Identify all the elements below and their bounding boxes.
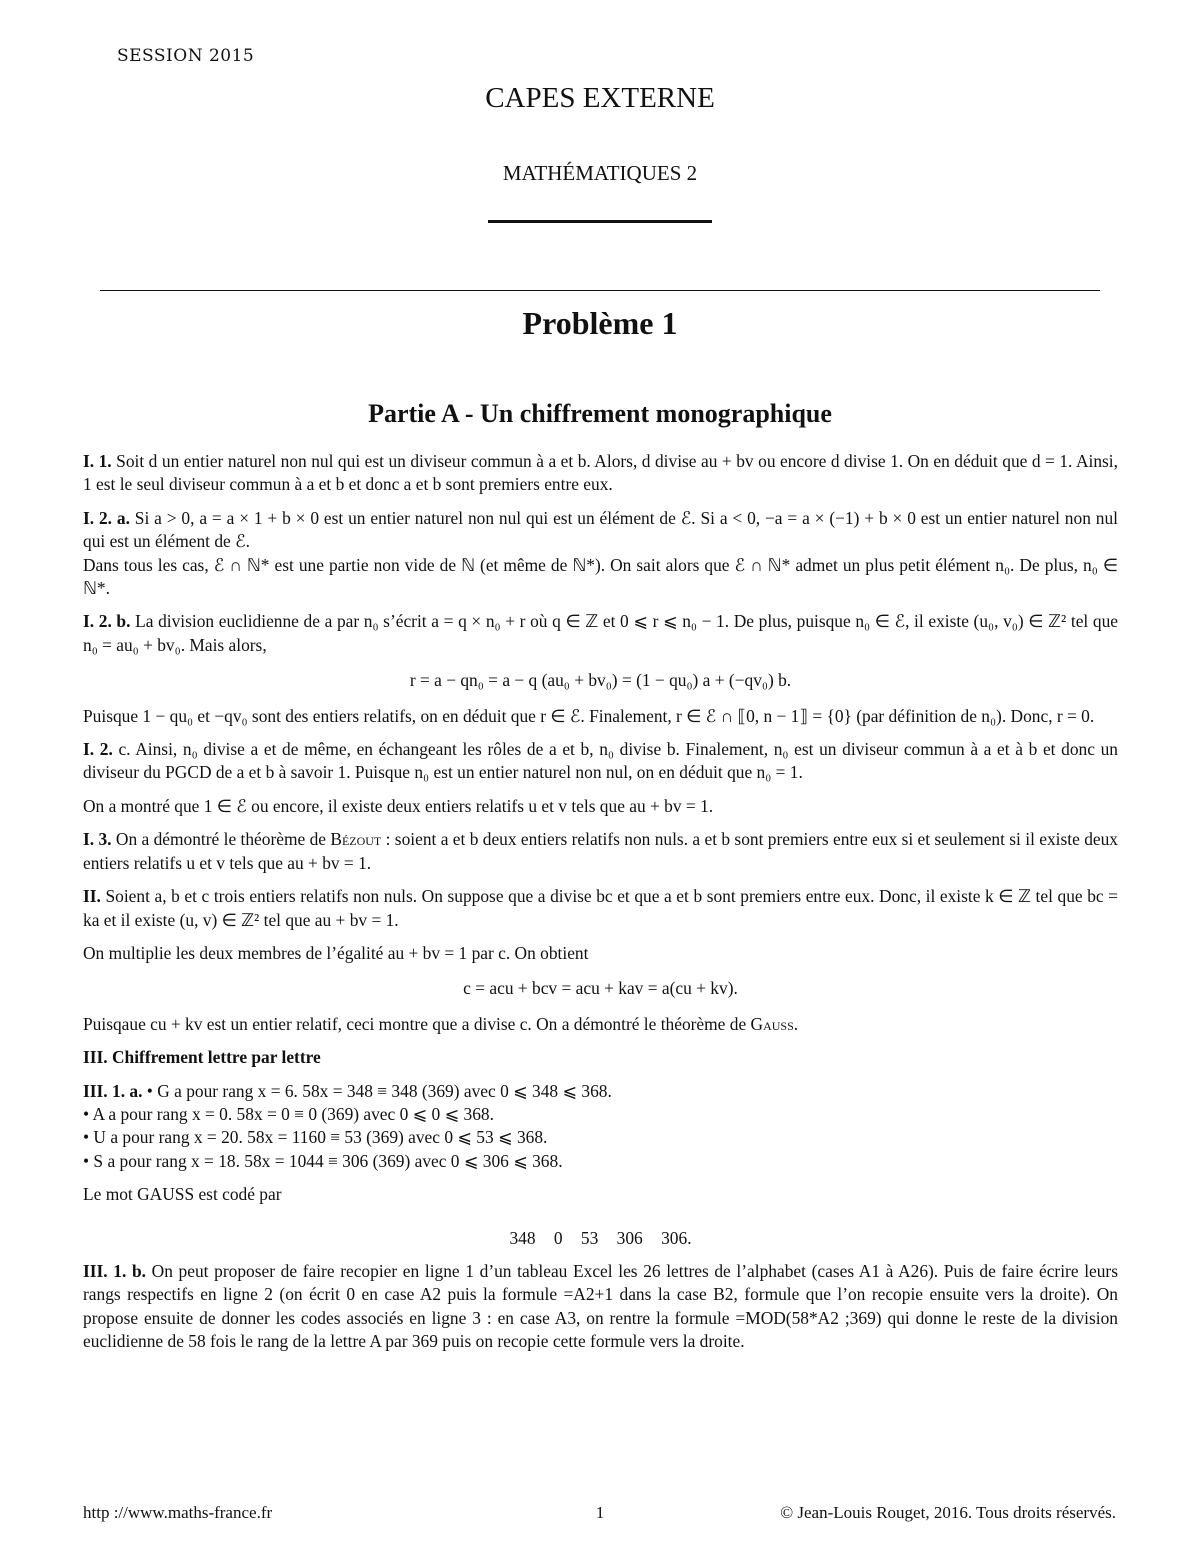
paragraph-I2a: [83, 507, 1118, 554]
item-label: I. 2. b.: [83, 611, 131, 632]
paragraph-bezout-summary: [83, 795, 1118, 818]
paragraph-text: : soient a et b deux entiers relatifs non nuls. a et b sont premiers entre eux si et seulement si il existe deux entiers relatifs u et v tels que au + bv = 1.: [83, 829, 1118, 873]
item-label: III. 1. b.: [83, 1260, 147, 1281]
equation-remainder: r = a − qn₀ = a − q (au₀ + bv₀) = (1 − qu₀) a + (−qv₀) b.: [409, 670, 792, 691]
paragraph-text: On multiplie les deux membres de l’égalité au + bv = 1 par c. On obtient: [83, 942, 589, 963]
paragraph-I2b: [83, 610, 1118, 657]
equation-gauss: c = acu + bcv = acu + kav = a(cu + kv).: [463, 978, 738, 999]
bullet-line: • S a pour rang x = 18. 58x = 1044 ≡ 306 (369) avec 0 ⩽ 306 ⩽ 368.: [83, 1150, 563, 1171]
footer-page-number: 1: [595, 1503, 605, 1522]
paragraph-text: Soient a, b et c trois entiers relatifs non nuls. On suppose que a divise bc et que a et b sont premiers entre eux. Donc, il existe k ∈ ℤ tel que bc = ka et il existe (u, v) ∈ ℤ² tel que au + bv = 1.: [83, 886, 1118, 930]
theorem-name-gauss: Gauss: [750, 1013, 794, 1034]
part-title: Partie A - Un chiffrement monographique: [368, 399, 832, 428]
paragraph-text: Si a > 0, a = a × 1 + b × 0 est un entier naturel non nul qui est un élément de ℰ. Si a < 0, −a = a × (−1) + b × 0 est un entier naturel non nul qui est un élément de ℰ.: [83, 507, 1118, 552]
footer-url[interactable]: http ://www.maths-france.fr: [83, 1503, 273, 1522]
exam-title: CAPES EXTERNE: [485, 82, 715, 114]
paragraph-text: Puisqaue cu + kv est un entier relatif, ceci montre que a divise c. On a démontré le théorème de: [83, 1013, 751, 1034]
document-body: [83, 450, 1118, 1364]
section-heading-III: [83, 1046, 1118, 1069]
problem-title: Problème 1: [522, 305, 678, 341]
item-label: I. 3.: [83, 829, 112, 850]
bullet-line: • G a pour rang x = 6. 58x = 348 ≡ 348 (369) avec 0 ⩽ 348 ⩽ 368.: [142, 1080, 612, 1101]
bullet-line: • A a pour rang x = 0. 58x = 0 ≡ 0 (369) avec 0 ⩽ 0 ⩽ 368.: [83, 1103, 494, 1124]
bullet-line: • U a pour rang x = 20. 58x = 1160 ≡ 53 (369) avec 0 ⩽ 53 ⩽ 368.: [83, 1127, 548, 1148]
coded-sequence: 348 0 53 306 306.: [509, 1227, 692, 1248]
paragraph-I1: [83, 450, 1118, 497]
paragraph-III1b: [83, 1260, 1118, 1354]
paragraph-gauss-conclusion: [83, 1013, 1118, 1036]
long-divider: [100, 290, 1100, 291]
paragraph-text: c. Ainsi, n₀ divise a et de même, en échangeant les rôles de a et b, n₀ divise b. Finalement, n₀ est un diviseur commun à a et à b et donc un diviseur du PGCD de a et b à savoir 1. Puisque n₀ est un entier naturel non nul, on en déduit que n₀ = 1.: [83, 739, 1118, 783]
item-label: II.: [83, 886, 101, 907]
item-label: I. 1.: [83, 451, 112, 471]
item-label: I. 2. a.: [83, 507, 130, 528]
paragraph-I2a-continued: [83, 554, 1118, 601]
paragraph-text: .: [793, 1013, 799, 1034]
paragraph-text: Dans tous les cas, ℰ ∩ ℕ* est une partie non vide de ℕ (et même de ℕ*). On sait alors que ℰ ∩ ℕ* admet un plus petit élément n₀. De plus, n₀ ∈ ℕ*.: [83, 554, 1118, 599]
theorem-name-bezout: Bézout: [330, 829, 382, 850]
paragraph-III1a: [83, 1080, 1118, 1103]
paragraph-text: On a montré que 1 ∈ ℰ ou encore, il existe deux entiers relatifs u et v tels que au + bv = 1.: [83, 795, 714, 816]
subject-title: MATHÉMATIQUES 2: [502, 161, 698, 185]
paragraph-multiply: [83, 942, 1118, 965]
paragraph-gauss-coded: [83, 1183, 1118, 1206]
paragraph-text: Le mot GAUSS est codé par: [83, 1184, 282, 1205]
paragraph-text: Puisque 1 − qu₀ et −qv₀ sont des entiers relatifs, on en déduit que r ∈ ℰ. Finalement, r ∈ ℰ ∩ ⟦0, n − 1⟧ = {0} (par définition de n₀). Donc, r = 0.: [83, 705, 1095, 726]
item-label: III. 1. a.: [83, 1080, 143, 1101]
paragraph-II: [83, 885, 1118, 932]
section-title: III. Chiffrement lettre par lettre: [83, 1047, 321, 1068]
footer-copyright: © Jean-Louis Rouget, 2016. Tous droits réservés.: [780, 1503, 1116, 1522]
item-label: I. 2.: [83, 739, 113, 760]
session-label: SESSION 2015: [117, 46, 255, 66]
paragraph-I2c: [83, 738, 1118, 785]
paragraph-text: La division euclidienne de a par n₀ s’écrit a = q × n₀ + r où q ∈ ℤ et 0 ⩽ r ⩽ n₀ − 1. De plus, puisque n₀ ∈ ℰ, il existe (u₀, v₀) ∈ ℤ² tel que n₀ = au₀ + bv₀. Mais alors,: [83, 611, 1118, 655]
paragraph-text: On peut proposer de faire recopier en ligne 1 d’un tableau Excel les 26 lettres de l’alphabet (cases A1 à A26). Puis de faire écrire leurs rangs respectifs en ligne 2 (on écrit 0 en case A2 puis la formule =A2+1 dans la case B2, formule que l’on recopie ensuite vers la droite). On propose ensuite de donner les codes associés en ligne 3 : en case A3, on rentre la formule =MOD(58*A2 ;369) qui donne le reste de la division euclidienne de 58 fois le rang de la lettre A par 369 puis on recopie cette formule vers la droite.: [83, 1260, 1118, 1352]
short-divider: [488, 220, 712, 223]
paragraph-text: Soit d un entier naturel non nul qui est un diviseur commun à a et b. Alors, d divise au + bv ou encore d divise 1. On en déduit que d = 1. Ainsi, 1 est le seul diviseur commun à a et b et donc a et b sont premiers entre eux.: [83, 451, 1118, 495]
paragraph-text: On a démontré le théorème de: [111, 829, 331, 850]
paragraph-conclusion-r: [83, 705, 1118, 728]
paragraph-I3: [83, 828, 1118, 875]
